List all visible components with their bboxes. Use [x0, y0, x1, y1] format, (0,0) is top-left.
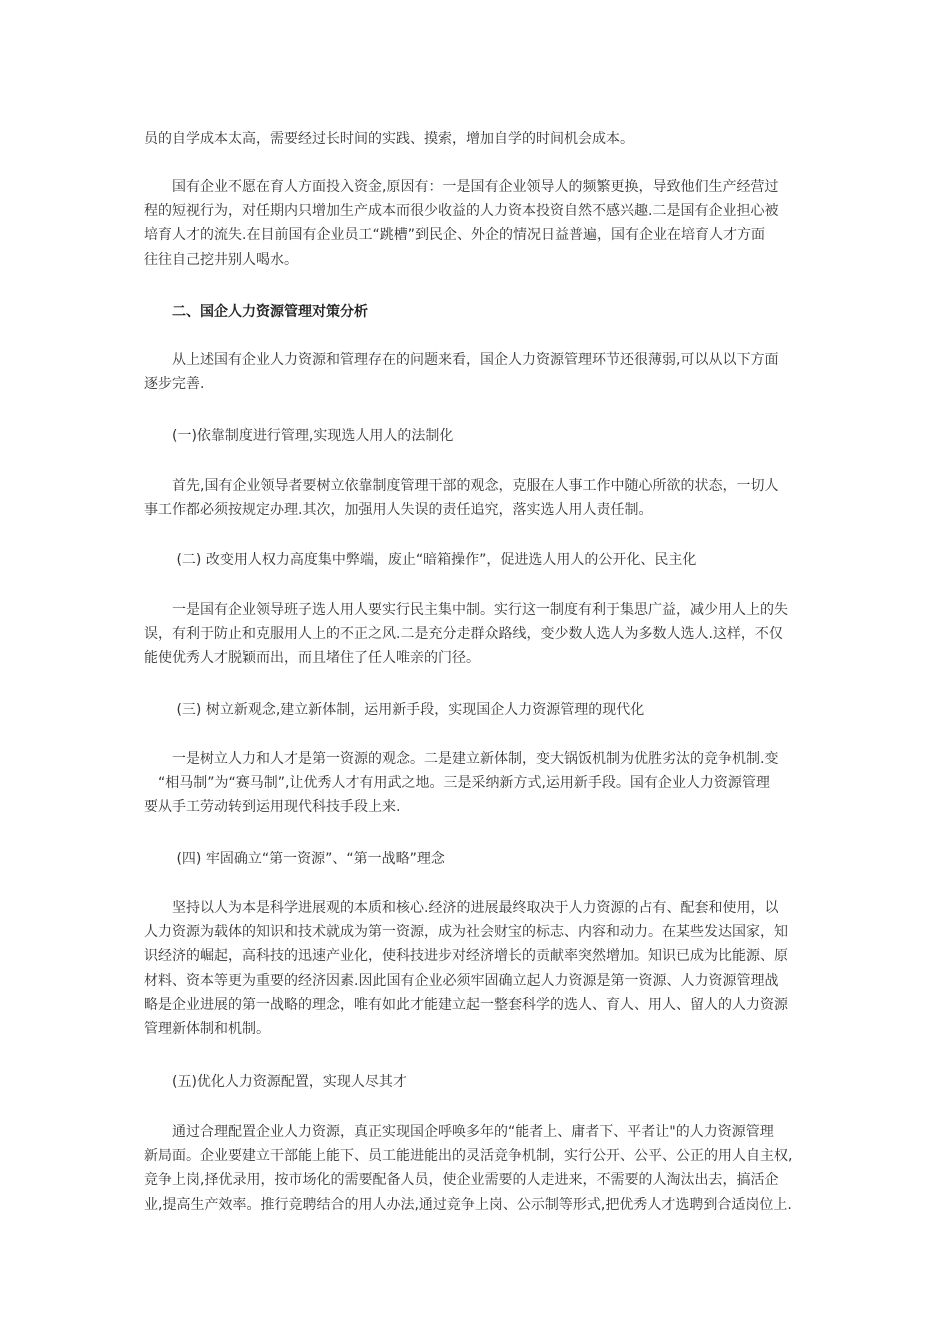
text-line: 首先,国有企业领导者要树立依靠制度管理干部的观念，克服在人事工作中随心所欲的状态，一切人 [144, 478, 779, 494]
text-line: 往往自己挖井别人喝水。 [144, 251, 298, 268]
paragraph [144, 474, 808, 522]
text-line: 能使优秀人才脱颖而出，而且堵住了任人唯亲的门径。 [144, 650, 480, 667]
text-line: 国有企业不愿在育人方面投入资金,原因有：一是国有企业领导人的频繁更换，导致他们生产经营过 [144, 179, 779, 195]
text-line: 识经济的崛起，高科技的迅速产业化，使科技进步对经济增长的贡献率突然增加。知识已成为比能源、原 [144, 948, 788, 965]
text-line: 程的短视行为，对任期内只增加生产成本而很少收益的人力资本投资自然不感兴趣.二是国有企业担心被 [144, 203, 779, 220]
heading-text: (四) 牢固确立“第一资源”、“第一战略”理念 [144, 851, 445, 867]
heading-text: (一)依靠制度进行管理,实现选人用人的法制化 [144, 428, 454, 444]
subsection-heading [144, 1070, 808, 1094]
subsection-heading [144, 847, 808, 871]
text-line: 管理新体制和机制。 [144, 1021, 270, 1038]
paragraph [144, 896, 808, 1041]
paragraph [144, 175, 808, 272]
subsection-heading [144, 424, 808, 448]
paragraph [144, 747, 808, 820]
paragraph [144, 1120, 808, 1217]
text-line: 一是国有企业领导班子选人用人要实行民主集中制。实行这一制度有利于集思广益，减少用人上的失 [144, 602, 788, 618]
text-line: 误，有利于防止和克服用人上的不正之风.二是充分走群众路线，变少数人选人为多数人选人.这样，不仅 [144, 626, 783, 643]
subsection-heading [144, 698, 808, 722]
text-line: 竞争上岗,择优录用，按市场化的需要配备人员，使企业需要的人走进来，不需要的人淘汰出去，搞活企 [144, 1172, 779, 1189]
text-line: 事工作都必须按规定办理.其次，加强用人失误的责任追究，落实选人用人责任制。 [144, 502, 653, 519]
heading-text: (三) 树立新观念,建立新体制，运用新手段，实现国企人力资源管理的现代化 [144, 702, 645, 718]
text-line: 一是树立人力和人才是第一资源的观念。二是建立新体制，变大锅饭机制为优胜劣汰的竞争机制.变 [144, 751, 779, 767]
heading-text: 二、国企人力资源管理对策分析 [144, 304, 368, 320]
text-line: 材料、资本等更为重要的经济因素.因此国有企业必须牢固确立起人力资源是第一资源、人力资源管理战 [144, 972, 779, 989]
heading-text: (二) 改变用人权力高度集中弊端，废止“暗箱操作”，促进选人用人的公开化、民主化 [144, 552, 697, 568]
paragraph [144, 598, 808, 671]
text-line: “相马制”为“赛马制”,让优秀人才有用武之地。三是采纳新方式,运用新手段。国有企业人力资源管理 [144, 775, 770, 792]
text-line: 略是企业进展的第一战略的理念，唯有如此才能建立起一整套科学的选人、育人、用人、留人的人力资源 [144, 996, 788, 1013]
text-line: 通过合理配置企业人力资源，真正实现国企呼唤多年的“能者上、庸者下、平者让"的人力资源管理 [144, 1124, 774, 1140]
text-line: 业,提高生产效率。推行竞聘结合的用人办法,通过竞争上岗、公示制等形式,把优秀人才选聘到合适岗位上. [144, 1196, 792, 1213]
paragraph [144, 348, 808, 396]
text-line: 要从手工劳动转到运用现代科技手段上来. [144, 799, 401, 816]
text-line: 人力资源为载体的知识和技术就成为第一资源，成为社会财宝的标志、内容和动力。在某些发达国家，知 [144, 924, 788, 941]
text-line: 新局面。企业要建立干部能上能下、员工能进能出的灵活竞争机制，实行公开、公平、公正的用人自主权, [144, 1148, 793, 1165]
section-heading [144, 300, 808, 324]
text-line: 坚持以人为本是科学进展观的本质和核心.经济的进展最终取决于人力资源的占有、配套和使用，以 [144, 900, 779, 916]
paragraph [144, 127, 808, 151]
subsection-heading [144, 548, 808, 572]
text-line: 从上述国有企业人力资源和管理存在的问题来看，国企人力资源管理环节还很薄弱,可以从以下方面 [144, 352, 779, 368]
text-line: 逐步完善. [144, 376, 205, 393]
heading-text: (五)优化人力资源配置，实现人尽其才 [144, 1074, 407, 1090]
text-line: 员的自学成本太高，需要经过长时间的实践、摸索，增加自学的时间机会成本。 [144, 131, 634, 147]
text-line: 培育人才的流失.在目前国有企业员工“跳槽”到民企、外企的情况日益普遍，国有企业在培育人才方面 [144, 227, 765, 244]
